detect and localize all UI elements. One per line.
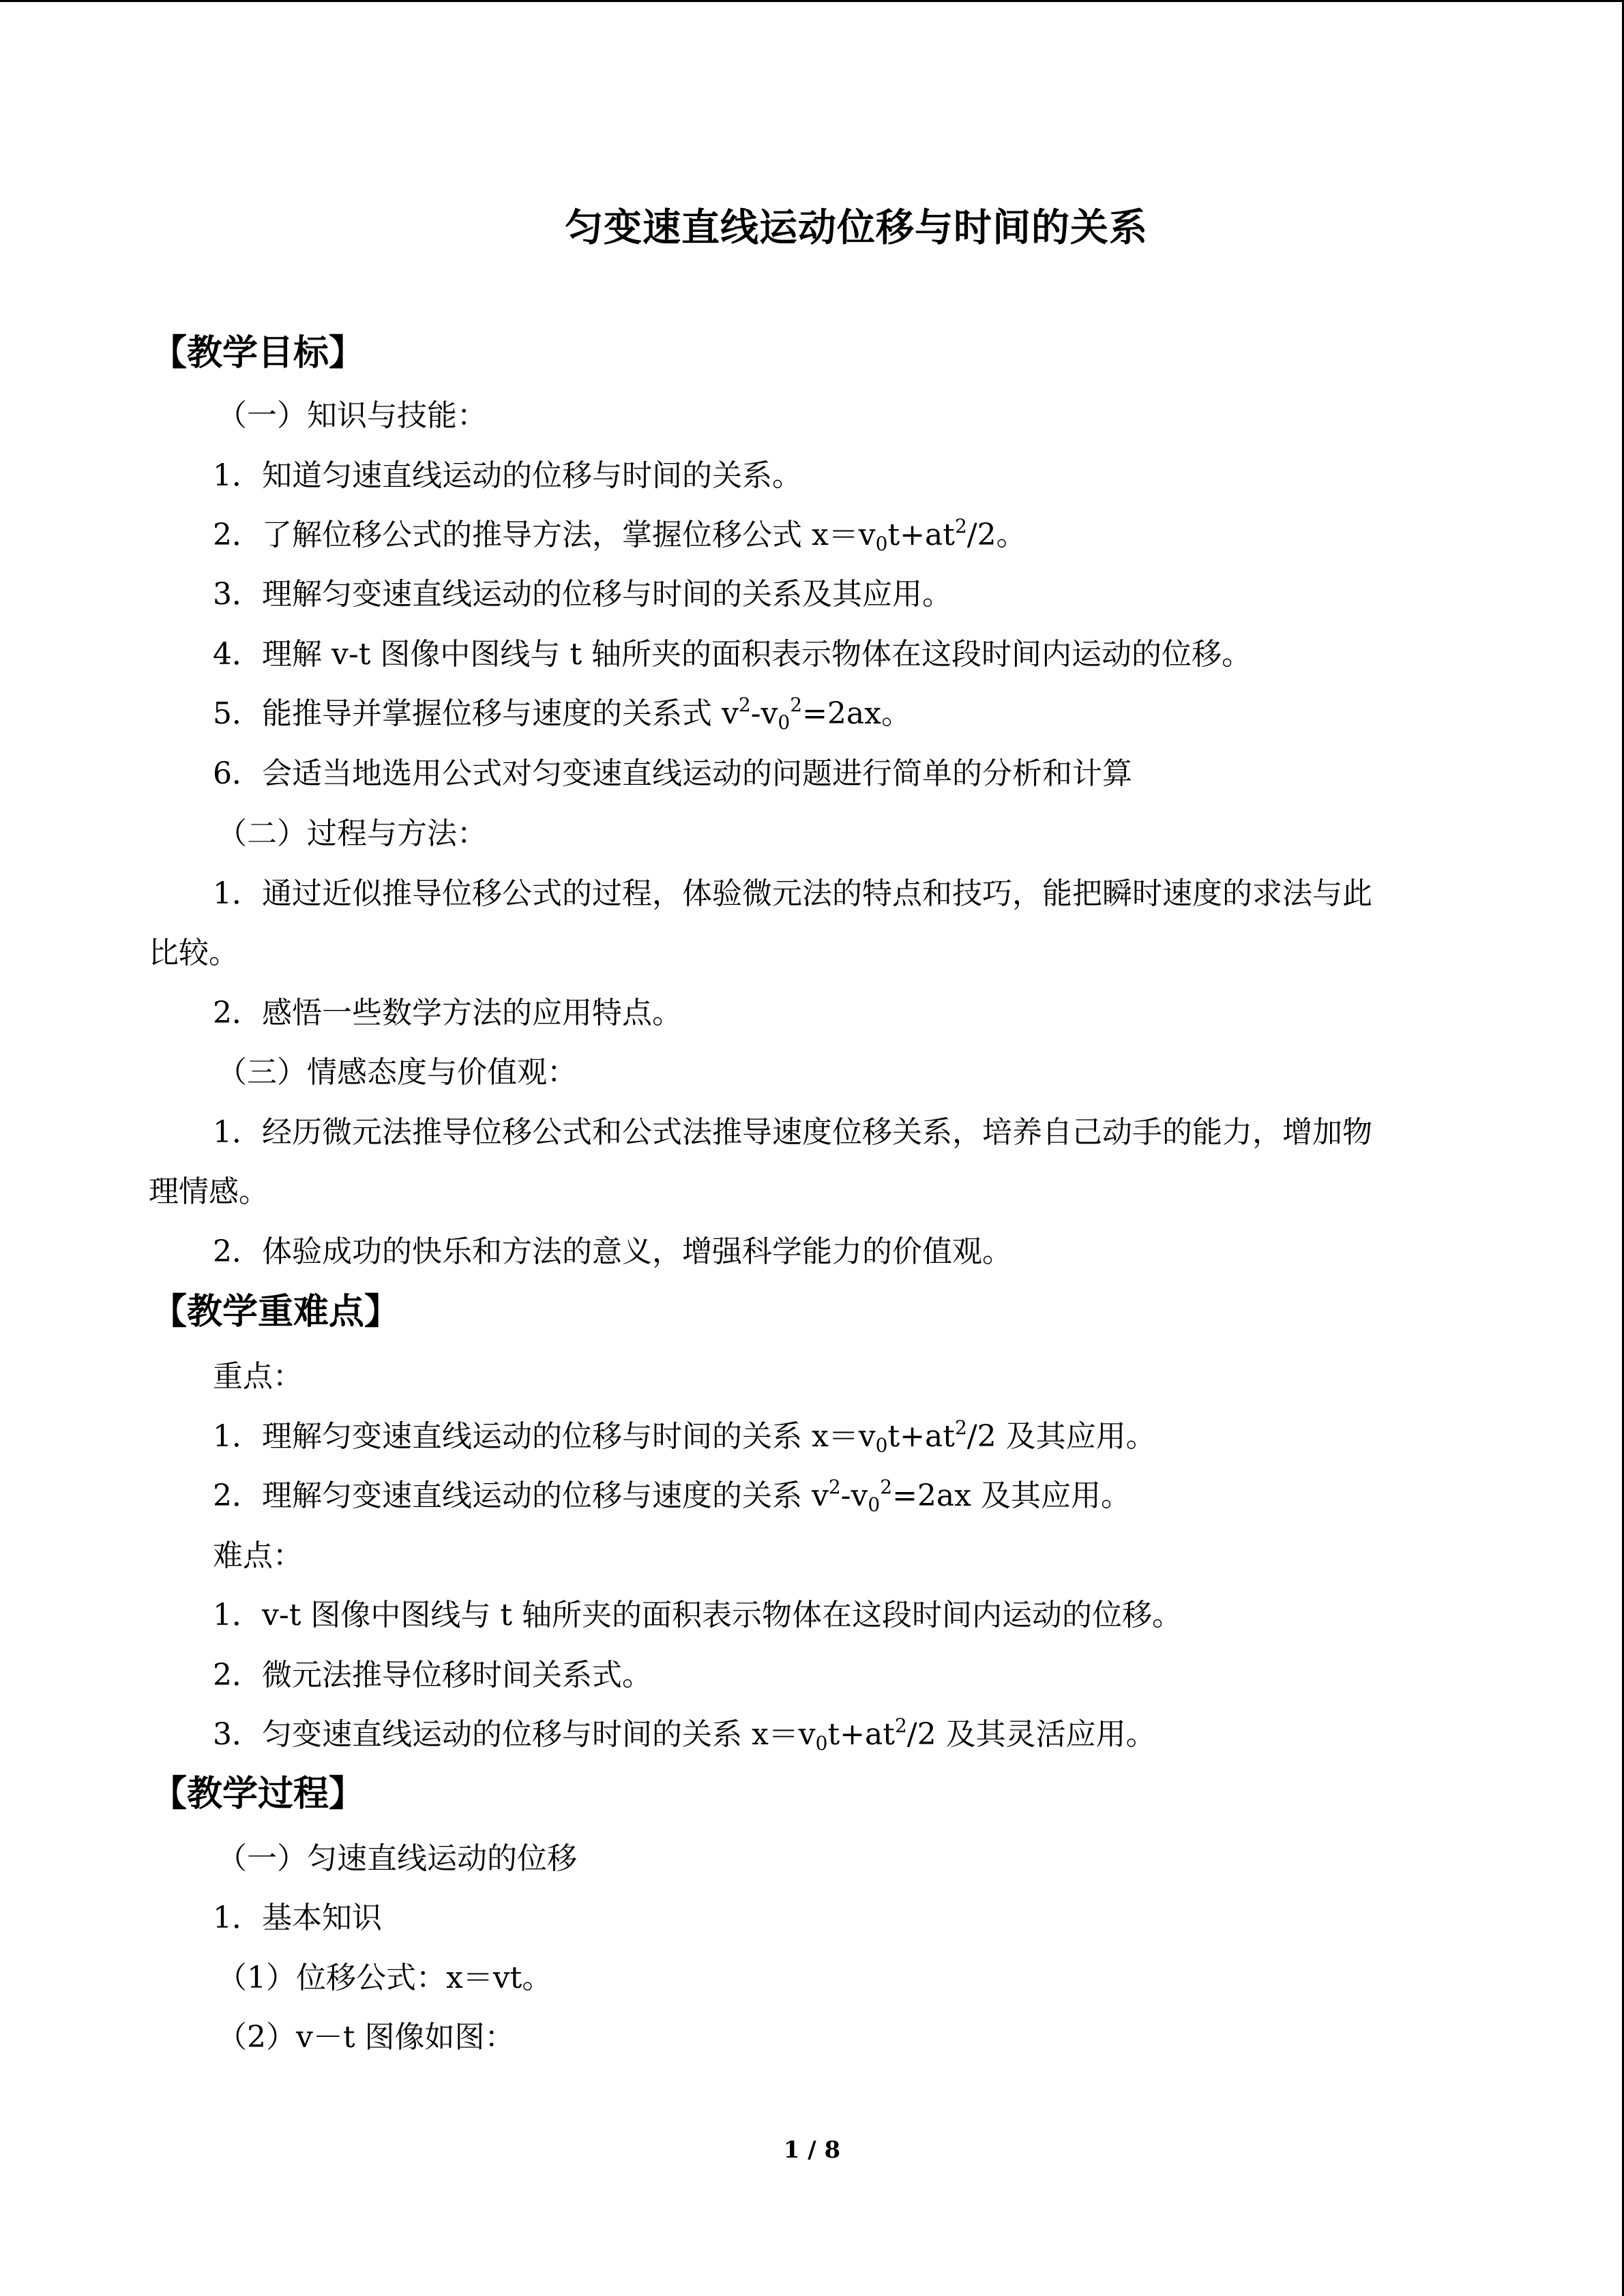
key-point-1: 1．理解匀变速直线运动的位移与时间的关系 $x=v_0t+at^2/2$ 及其应用。 [213, 1416, 1156, 1457]
key-points-label: 重点： [213, 1359, 303, 1394]
key-point-2: 2．理解匀变速直线运动的位移与速度的关系 $v^2-v_0^2=2ax$ 及其应用。 [213, 1476, 1131, 1516]
subheading-knowledge-skills: （一）知识与技能： [217, 398, 487, 433]
objective-item-10: 2．体验成功的快乐和方法的意义，增强科学能力的价值观。 [213, 1234, 1012, 1269]
section-heading-process: 【教学过程】 [151, 1774, 365, 1815]
objective-item-5: 5．能推导并掌握位移与速度的关系式 $v^2-v_0^2=2ax$。 [213, 694, 911, 734]
objective-item-1: 1．知道匀速直线运动的位移与时间的关系。 [213, 458, 802, 493]
process-item-3: （2）v－t 图像如图： [217, 2020, 515, 2055]
objective-item-9-line2: 理情感。 [149, 1174, 269, 1209]
subheading-attitude-values: （三）情感态度与价值观： [217, 1055, 577, 1090]
objective-item-6: 6．会适当地选用公式对匀变速直线运动的问题进行简单的分析和计算 [213, 756, 1132, 791]
objective-item-8: 2．感悟一些数学方法的应用特点。 [213, 996, 682, 1030]
subheading-process-method: （二）过程与方法： [217, 816, 487, 851]
process-subheading-1: （一）匀速直线运动的位移 [217, 1841, 577, 1876]
objective-item-9-line1: 1．经历微元法推导位移公式和公式法推导速度位移关系，培养自己动手的能力，增加物 [213, 1115, 1372, 1150]
objective-item-2: 2．了解位移公式的推导方法，掌握位移公式 $x=v_0t+at^2/2$。 [213, 515, 1027, 555]
page-number: 1 / 8 [783, 2136, 841, 2164]
objective-item-3: 3．理解匀变速直线运动的位移与时间的关系及其应用。 [213, 577, 952, 612]
process-item-1: 1．基本知识 [213, 1900, 382, 1935]
difficult-points-label: 难点： [213, 1538, 303, 1573]
process-item-2: （1）位移公式：x＝vt。 [217, 1960, 552, 1995]
objective-item-4: 4．理解 v-t 图像中图线与 t 轴所夹的面积表示物体在这段时间内运动的位移。 [213, 637, 1252, 672]
document-title: 匀变速直线运动位移与时间的关系 [565, 206, 1148, 250]
difficult-point-3: 3．匀变速直线运动的位移与时间的关系 $x=v_0t+at^2/2$ 及其灵活应用。 [213, 1714, 1156, 1755]
section-heading-key-difficult: 【教学重难点】 [151, 1292, 400, 1332]
objective-item-7-line2: 比较。 [149, 936, 239, 970]
difficult-point-1: 1．v-t 图像中图线与 t 轴所夹的面积表示物体在这段时间内运动的位移。 [213, 1598, 1183, 1632]
difficult-point-2: 2．微元法推导位移时间关系式。 [213, 1658, 652, 1693]
section-heading-objectives: 【教学目标】 [151, 333, 365, 374]
page-border-top [0, 0, 1624, 2]
objective-item-7-line1: 1．通过近似推导位移公式的过程，体验微元法的特点和技巧，能把瞬时速度的求法与此 [213, 876, 1372, 911]
